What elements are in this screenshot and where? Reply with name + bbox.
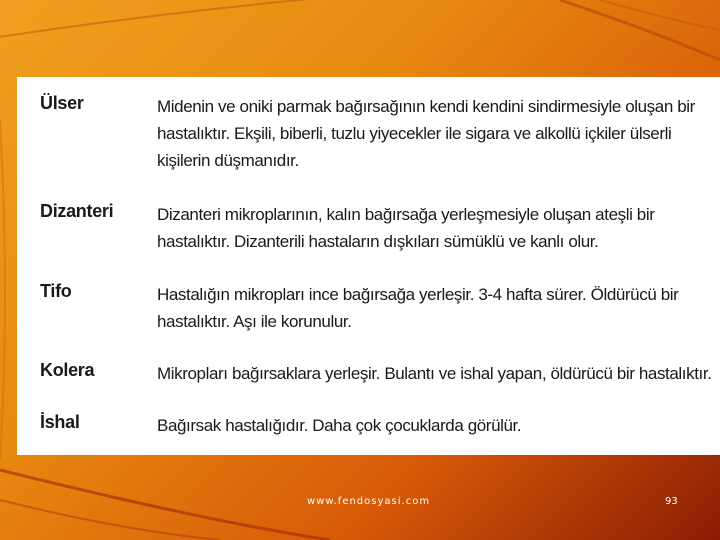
term-label: Kolera (40, 360, 95, 380)
term-description: Dizanteri mikroplarının, kalın bağırsağa yerleşmesiyle oluşan ateşli bir hastalıktır. Dizanterili hastaların dışkıları sümüklü ve kanlı olur. (157, 205, 655, 251)
term-label: Ülser (40, 93, 84, 113)
term-label: İshal (40, 412, 80, 432)
term-description: Hastalığın mikropları ince bağırsağa yerleşir. 3-4 hafta sürer. Öldürücü bir hastalıktır. Aşı ile korunulur. (157, 285, 679, 331)
term-label: Tifo (40, 281, 72, 301)
content-panel (17, 77, 720, 455)
footer-website: www.fendosyasi.com (307, 496, 431, 507)
term-description: Bağırsak hastalığıdır. Daha çok çocuklarda görülür. (157, 416, 522, 435)
term-description: Midenin ve oniki parmak bağırsağının kendi kendini sindirmesiyle oluşan bir hastalıktır. Ekşili, biberli, tuzlu yiyecekler ile sigara ve alkollü içkiler ülserli kişilerin düşmanıdır. (157, 97, 695, 170)
page-number: 93 (665, 496, 678, 507)
term-label: Dizanteri (40, 201, 114, 221)
term-description: Mikropları bağırsaklara yerleşir. Bulantı ve ishal yapan, öldürücü bir hastalıktır. (157, 364, 712, 383)
